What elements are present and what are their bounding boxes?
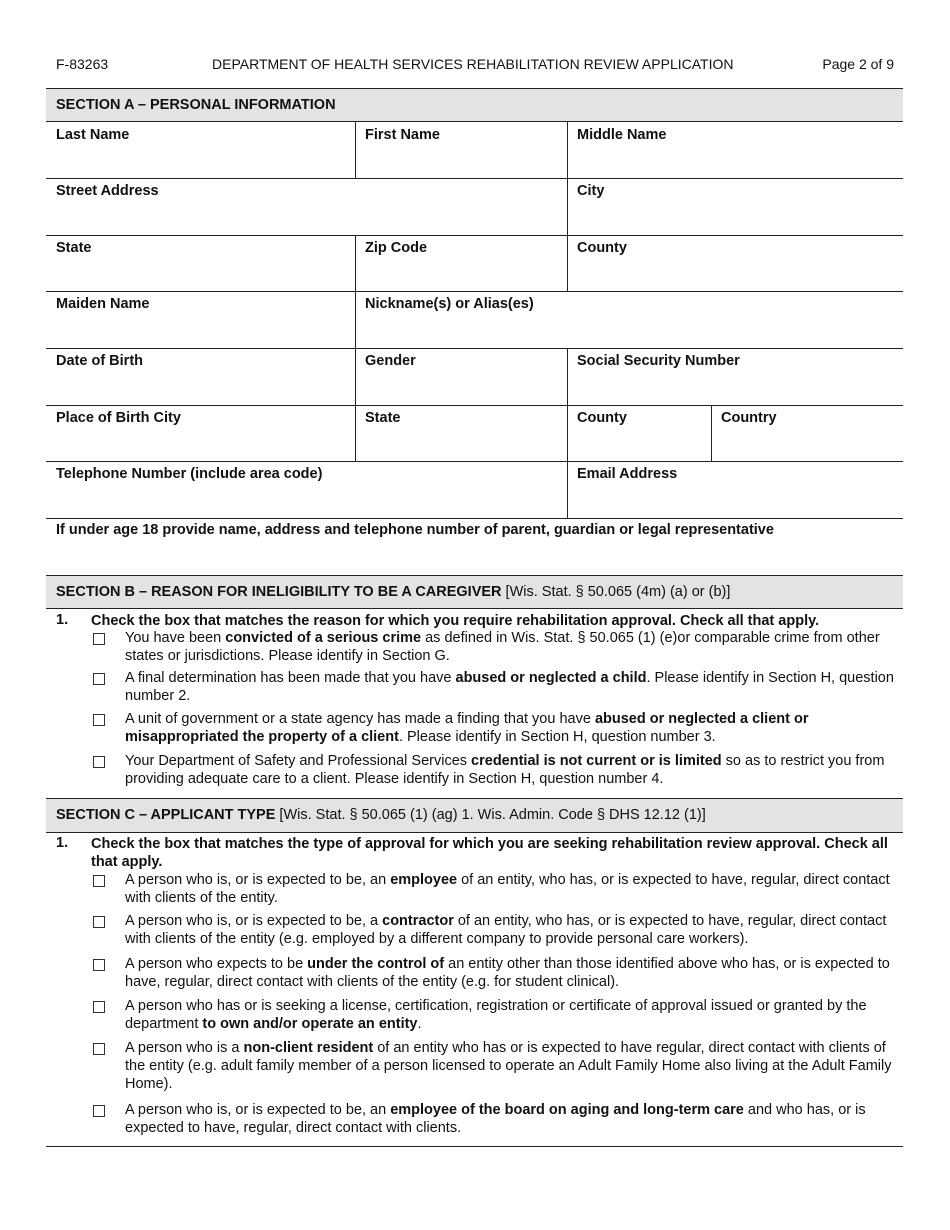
option-text: A final determination has been made that you have abused or neglected a child. Please identify in Section H, question number 2. bbox=[125, 670, 894, 704]
place-of-birth-city-field[interactable] bbox=[46, 405, 355, 461]
checkbox[interactable] bbox=[93, 916, 105, 928]
divider bbox=[46, 518, 903, 519]
page-number: Page 2 of 9 bbox=[822, 56, 894, 72]
section-a-title: SECTION A – PERSONAL INFORMATION bbox=[56, 97, 336, 113]
zip-code-label: Zip Code bbox=[365, 240, 428, 256]
county-label: County bbox=[577, 240, 627, 256]
checkbox[interactable] bbox=[93, 756, 105, 768]
under-18-note: If under age 18 provide name, address and telephone number of parent, guardian or legal representative bbox=[56, 522, 774, 538]
nicknames-field[interactable] bbox=[355, 291, 903, 348]
maiden-name-label: Maiden Name bbox=[56, 296, 150, 312]
street-address-field[interactable] bbox=[46, 178, 567, 235]
place-of-birth-city-label: Place of Birth City bbox=[56, 410, 181, 426]
section-b-question-number: 1. bbox=[56, 612, 69, 628]
maiden-name-field[interactable] bbox=[46, 291, 355, 348]
option-text: A unit of government or a state agency has made a finding that you have abused or neglected a client or misappropriated the property of a client. Please identify in Section H, question number 3. bbox=[125, 711, 809, 745]
section-b-reference: [Wis. Stat. § 50.065 (4m) (a) or (b)] bbox=[501, 584, 731, 600]
last-name-field[interactable] bbox=[46, 122, 355, 178]
ssn-field[interactable] bbox=[567, 348, 903, 405]
option-text: A person who is, or is expected to be, an employee of an entity, who has, or is expected to have, regular, direct contact with clients of the entity. bbox=[125, 872, 890, 906]
section-c-question: Check the box that matches the type of approval for which you are seeking rehabilitation review approval. Check all that apply. bbox=[91, 836, 888, 870]
birth-county-field[interactable] bbox=[567, 405, 711, 461]
first-name-label: First Name bbox=[365, 127, 440, 143]
checkbox[interactable] bbox=[93, 875, 105, 887]
form-number: F-83263 bbox=[56, 56, 109, 72]
section-a-heading bbox=[46, 88, 903, 122]
option-text: A person who is a non-client resident of an entity who has or is expected to have regular, direct contact with clients of the entity (e.g. adult family member of a person licensed to operate an Adult Family Home also living at the Adult Family Home). bbox=[125, 1040, 892, 1092]
birth-county-label: County bbox=[577, 410, 627, 426]
section-b-question: Check the box that matches the reason for which you require rehabilitation approval. Check all that apply. bbox=[91, 613, 820, 629]
section-b-heading bbox=[46, 575, 903, 609]
birth-state-label: State bbox=[365, 410, 401, 426]
state-label: State bbox=[56, 240, 92, 256]
first-name-field[interactable] bbox=[355, 122, 567, 178]
form-title: DEPARTMENT OF HEALTH SERVICES REHABILITATION REVIEW APPLICATION bbox=[212, 56, 734, 72]
city-field[interactable] bbox=[567, 178, 903, 235]
date-of-birth-field[interactable] bbox=[46, 348, 355, 405]
checkbox[interactable] bbox=[93, 959, 105, 971]
email-label: Email Address bbox=[577, 466, 678, 482]
checkbox[interactable] bbox=[93, 1001, 105, 1013]
email-field[interactable] bbox=[567, 461, 903, 518]
birth-country-field[interactable] bbox=[711, 405, 903, 461]
middle-name-field[interactable] bbox=[567, 122, 903, 178]
gender-field[interactable] bbox=[355, 348, 567, 405]
checkbox[interactable] bbox=[93, 714, 105, 726]
state-field[interactable] bbox=[46, 235, 355, 291]
telephone-label: Telephone Number (include area code) bbox=[56, 466, 323, 482]
checkbox[interactable] bbox=[93, 1105, 105, 1117]
checkbox[interactable] bbox=[93, 633, 105, 645]
option-text: Your Department of Safety and Professional Services credential is not current or is limited so as to restrict you from providing adequate care to a client. Please identify in Section H, question number 4. bbox=[125, 753, 885, 787]
bottom-rule bbox=[46, 1146, 903, 1147]
section-c-title: SECTION C – APPLICANT TYPE bbox=[56, 807, 276, 823]
ssn-label: Social Security Number bbox=[577, 353, 740, 369]
birth-country-label: Country bbox=[721, 410, 777, 426]
checkbox[interactable] bbox=[93, 673, 105, 685]
birth-state-field[interactable] bbox=[355, 405, 567, 461]
city-label: City bbox=[577, 183, 605, 199]
county-field[interactable] bbox=[567, 235, 903, 291]
option-text: A person who is, or is expected to be, a contractor of an entity, who has, or is expected to have, regular, direct contact with clients of the entity (e.g. employed by a different company to provide personal care workers). bbox=[125, 913, 887, 947]
checkbox[interactable] bbox=[93, 1043, 105, 1055]
section-c-question-number: 1. bbox=[56, 835, 69, 851]
telephone-field[interactable] bbox=[46, 461, 567, 518]
option-text: You have been convicted of a serious crime as defined in Wis. Stat. § 50.065 (1) (e)or comparable crime from other states or jurisdictions. Please identify in Section G. bbox=[125, 630, 880, 664]
section-c-heading bbox=[46, 798, 903, 833]
middle-name-label: Middle Name bbox=[577, 127, 667, 143]
gender-label: Gender bbox=[365, 353, 416, 369]
option-text: A person who has or is seeking a license, certification, registration or certificate of approval issued or granted by the department to own and/or operate an entity. bbox=[125, 998, 867, 1032]
nicknames-label: Nickname(s) or Alias(es) bbox=[365, 296, 534, 312]
date-of-birth-label: Date of Birth bbox=[56, 353, 143, 369]
section-b-title: SECTION B – REASON FOR INELIGIBILITY TO BE A CAREGIVER bbox=[56, 584, 502, 600]
zip-code-field[interactable] bbox=[355, 235, 567, 291]
section-c-reference: [Wis. Stat. § 50.065 (1) (ag) 1. Wis. Admin. Code § DHS 12.12 (1)] bbox=[275, 807, 706, 823]
option-text: A person who expects to be under the control of an entity other than those identified above who has, or is expected to have, regular, direct contact with clients of the entity (e.g. for student clinical). bbox=[125, 956, 890, 990]
street-address-label: Street Address bbox=[56, 183, 159, 199]
last-name-label: Last Name bbox=[56, 127, 130, 143]
option-text: A person who is, or is expected to be, an employee of the board on aging and long-term care and who has, or is expected to have, regular, direct contact with clients. bbox=[125, 1102, 866, 1136]
